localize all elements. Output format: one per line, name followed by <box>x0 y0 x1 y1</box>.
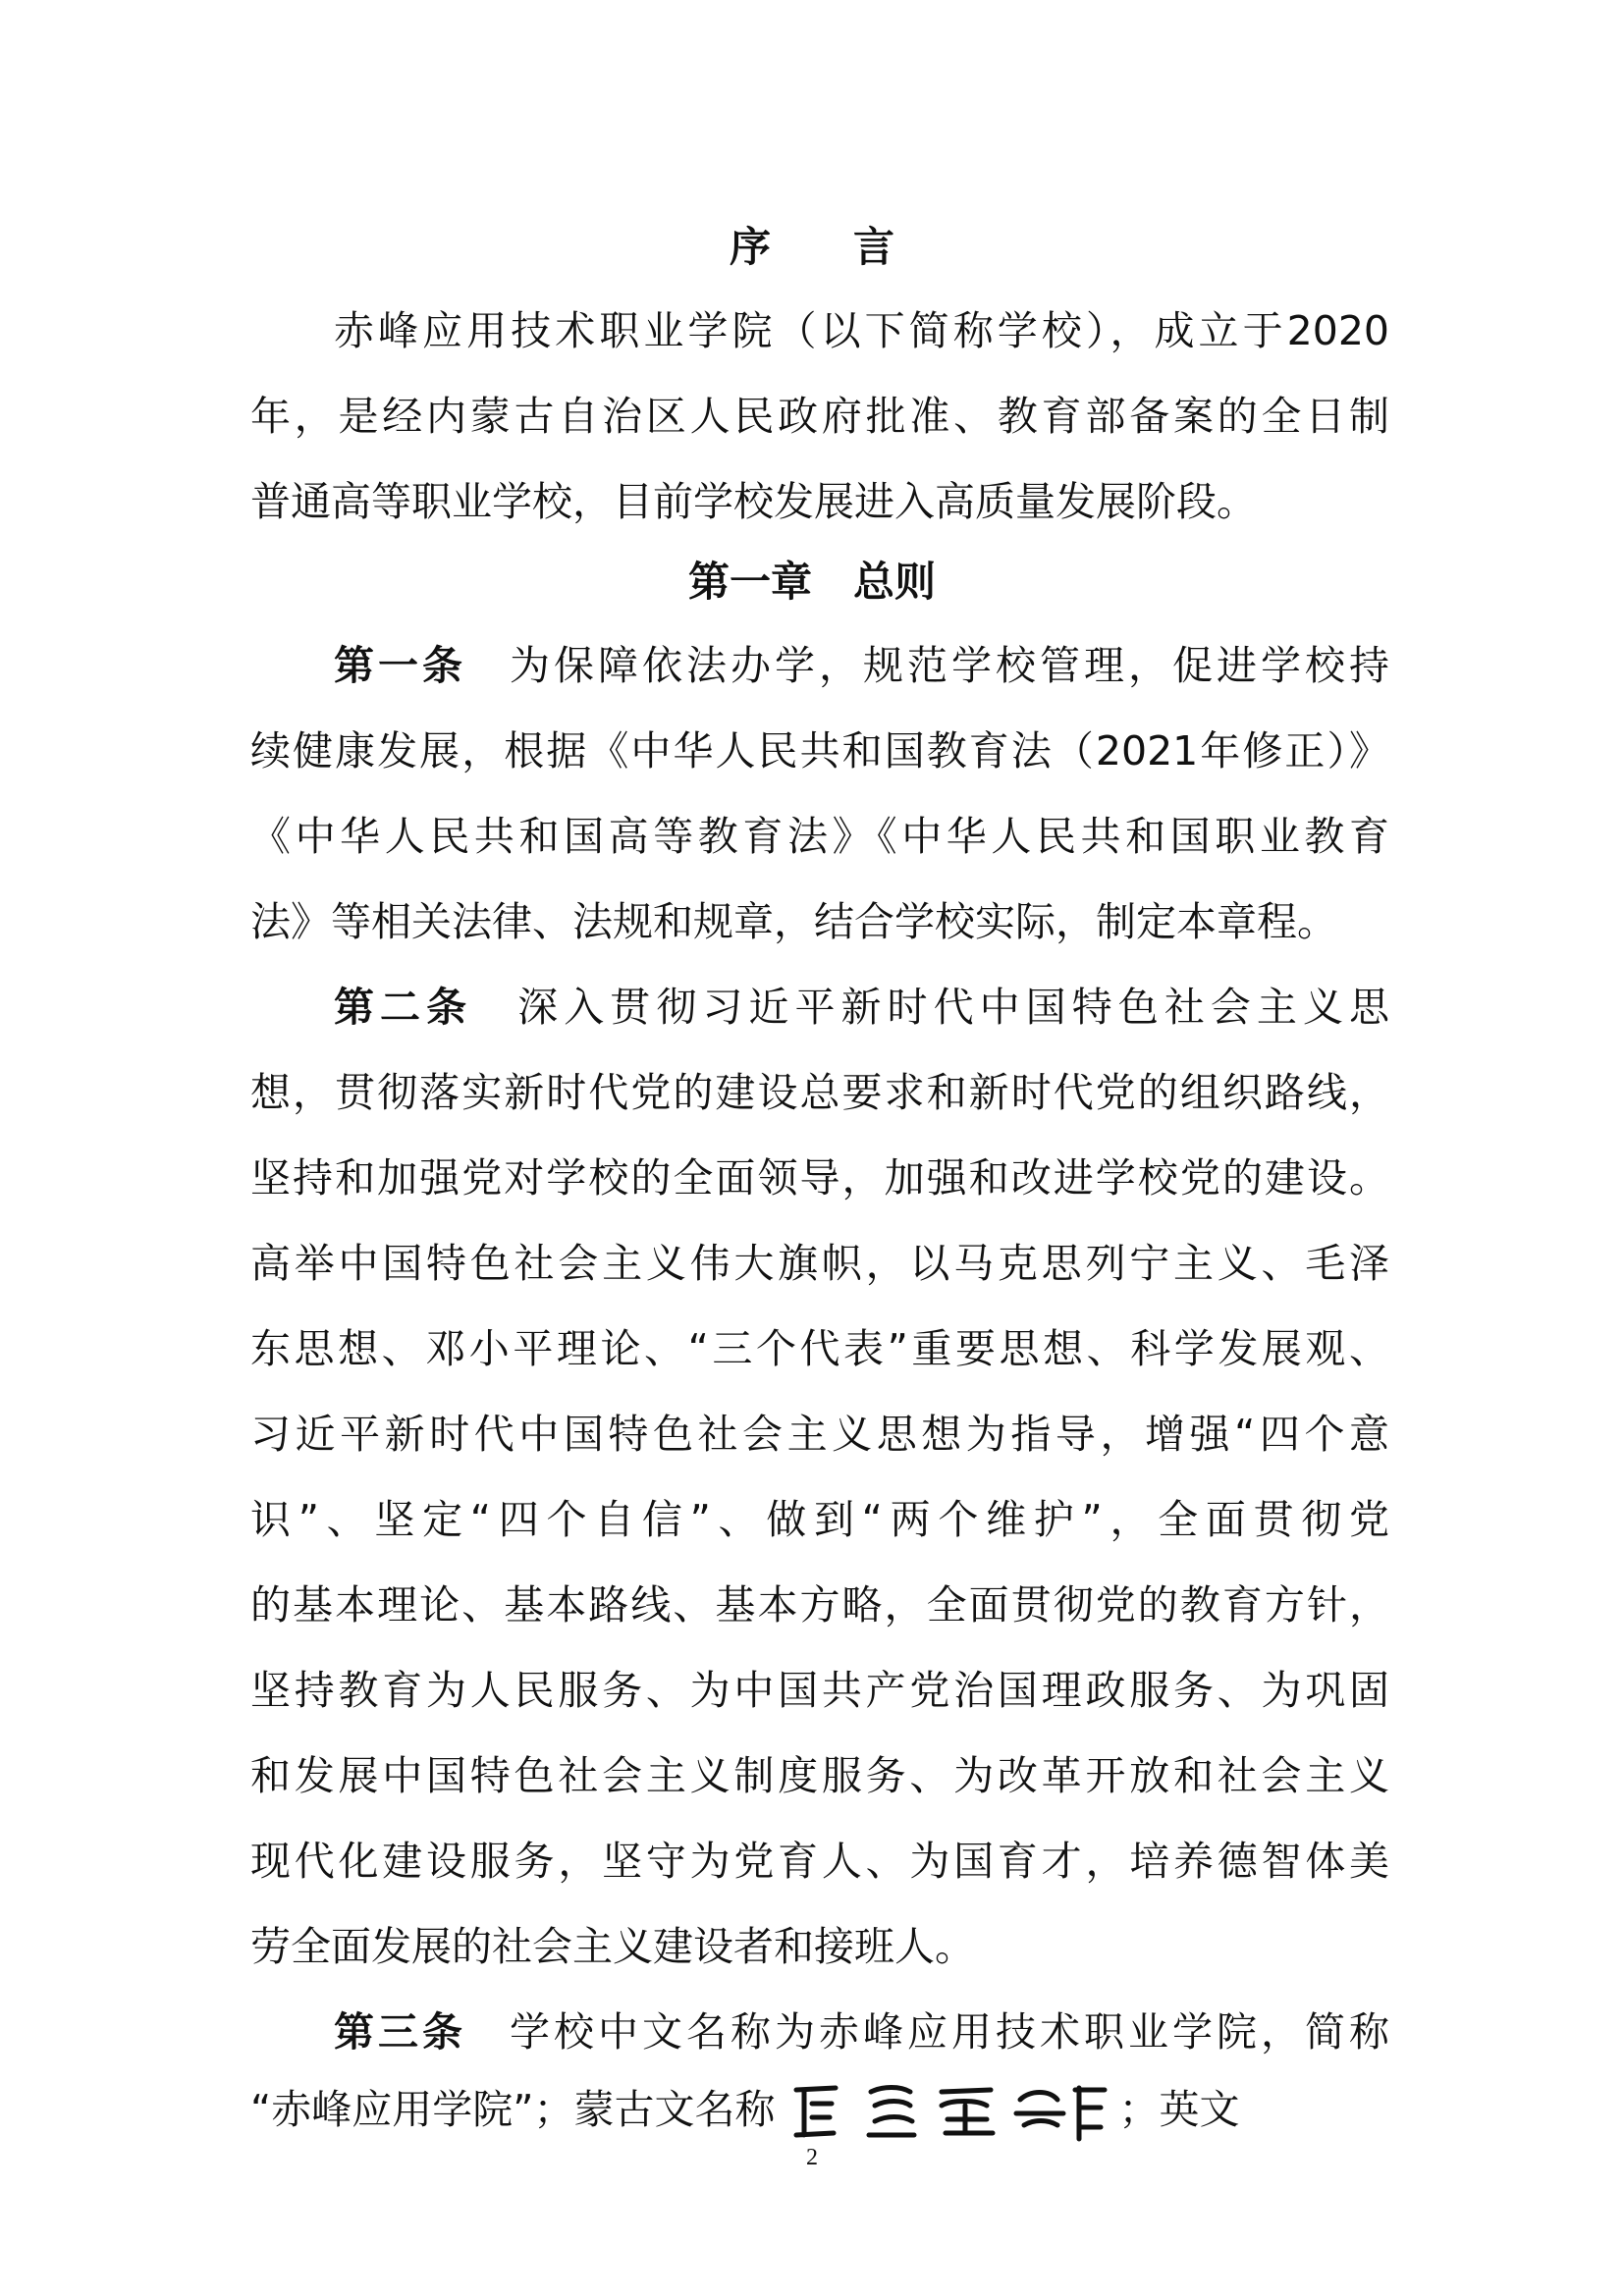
article2-line-3: 坚持和加强党对学校的全面领导，加强和改进学校党的建设。 <box>250 1154 1389 1201</box>
article1-text-1: 为保障依法办学，规范学校管理，促进学校持 <box>506 642 1389 689</box>
article2-line-10: 和发展中国特色社会主义制度服务、为改革开放和社会主义 <box>250 1752 1389 1799</box>
article2-line-11: 现代化建设服务，坚守为党育人、为国育才，培养德智体美 <box>250 1838 1389 1885</box>
article2-line-9: 坚持教育为人民服务、为中国共产党治国理政服务、为巩固 <box>250 1667 1389 1714</box>
article2-line-1 <box>334 978 1389 1037</box>
article3-text-2a: “赤峰应用学院”；蒙古文名称 <box>250 2086 776 2133</box>
article2-label: 第二条 <box>334 984 473 1031</box>
article3-text-1: 学校中文名称为赤峰应用技术职业学院，简称 <box>506 2008 1389 2056</box>
preface-title: 序 言 <box>729 223 894 271</box>
preface-line-2: 年，是经内蒙古自治区人民政府批准、教育部备案的全日制 <box>250 393 1389 440</box>
article2-line-7: 识”、坚定“四个自信”、做到“两个维护”，全面贯彻党 <box>250 1496 1389 1543</box>
article3-text-2b: ；英文 <box>1118 2086 1240 2133</box>
preface-line-3: 普通高等职业学校，目前学校发展进入高质量发展阶段。 <box>250 478 1257 525</box>
article2-line-8: 的基本理论、基本路线、基本方略，全面贯彻党的教育方针， <box>250 1581 1389 1629</box>
mongolian-script-name-image <box>785 2078 1109 2147</box>
article2-line-12: 劳全面发展的社会主义建设者和接班人。 <box>250 1923 975 1970</box>
article3-label: 第三条 <box>334 2008 466 2056</box>
article2-text-1: 深入贯彻习近平新时代中国特色社会主义思 <box>512 984 1390 1031</box>
article1-line-2: 续健康发展，根据《中华人民共和国教育法（2021年修正）》 <box>250 727 1389 774</box>
preface-line-1: 赤峰应用技术职业学院（以下简称学校），成立于2020 <box>334 307 1389 354</box>
article2-line-5: 东思想、邓小平理论、“三个代表”重要思想、科学发展观、 <box>250 1325 1389 1372</box>
article1-label: 第一条 <box>334 642 466 689</box>
article3-line-1 <box>334 2002 1389 2061</box>
article2-line-4: 高举中国特色社会主义伟大旗帜，以马克思列宁主义、毛泽 <box>250 1240 1389 1287</box>
article1-line-1 <box>334 636 1389 695</box>
article2-line-6: 习近平新时代中国特色社会主义思想为指导，增强“四个意 <box>250 1411 1389 1458</box>
article1-line-4: 法》等相关法律、法规和规章，结合学校实际，制定本章程。 <box>250 898 1337 945</box>
chapter-title: 第一章 总则 <box>687 558 936 606</box>
article3-line-2 <box>250 2078 1389 2147</box>
article2-line-2: 想，贯彻落实新时代党的建设总要求和新时代党的组织路线， <box>250 1069 1389 1116</box>
page-number: 2 <box>806 2145 818 2170</box>
article1-line-3: 《中华人民共和国高等教育法》《中华人民共和国职业教育 <box>250 813 1389 860</box>
